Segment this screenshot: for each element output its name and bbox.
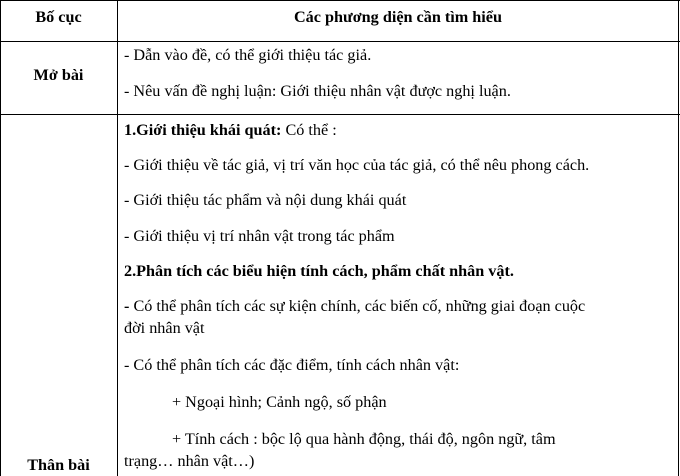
than-bai-sub-2-line-1: + Tính cách : bộc lộ qua hành động, thái độ, ngôn ngữ, tâm: [172, 430, 556, 448]
than-bai-line-tac-gia: - Giới thiệu về tác giả, vị trí văn học của tác giả, có thể nêu phong cách.: [124, 156, 590, 174]
than-bai-para-2: - Có thể phân tích các đặc điểm, tính cách nhân vật:: [124, 356, 460, 374]
row-divider: [0, 114, 680, 115]
mo-bai-line-1: - Dẫn vào đề, có thể giới thiệu tác giả.: [124, 46, 372, 64]
than-bai-line-tac-pham: - Giới thiệu tác phẩm và nội dung khái quát: [124, 191, 407, 209]
than-bai-para-1-line-1: [124, 296, 585, 316]
header-bo-cuc: Bố cục: [35, 8, 82, 26]
mo-bai-line-2: - Nêu vấn đề nghị luận: Giới thiệu nhân vật được nghị luận.: [124, 82, 511, 100]
than-bai-line-vi-tri: - Giới thiệu vị trí nhân vật trong tác phẩm: [124, 227, 395, 245]
section-mo-bai: Mở bài: [33, 66, 84, 84]
than-bai-heading-1: [124, 120, 337, 140]
header-phuong-dien: Các phương diện cần tìm hiểu: [293, 8, 502, 26]
header-divider: [0, 41, 680, 42]
heading-1-bold: 1.Giới thiệu khái quát:: [124, 121, 282, 139]
than-bai-sub-1: + Ngoại hình; Cảnh ngộ, số phận: [172, 393, 387, 411]
para-1-text: Có thể phân tích các sự kiện chính, các biến cố, những giai đoạn cuộc: [129, 297, 586, 315]
column-divider: [117, 0, 118, 476]
para-1-dash: -: [124, 297, 130, 315]
than-bai-heading-2: 2.Phân tích các biểu hiện tính cách, phẩm chất nhân vật.: [124, 262, 514, 280]
table-border-top: [0, 0, 680, 1]
than-bai-para-1-line-2: đời nhân vật: [124, 319, 205, 337]
table-border-right: [678, 0, 679, 476]
than-bai-sub-2-line-2: trạng… nhân vật…): [124, 452, 255, 470]
section-than-bai: Thân bài: [27, 456, 90, 474]
heading-1-rest: Có thể :: [281, 121, 337, 139]
